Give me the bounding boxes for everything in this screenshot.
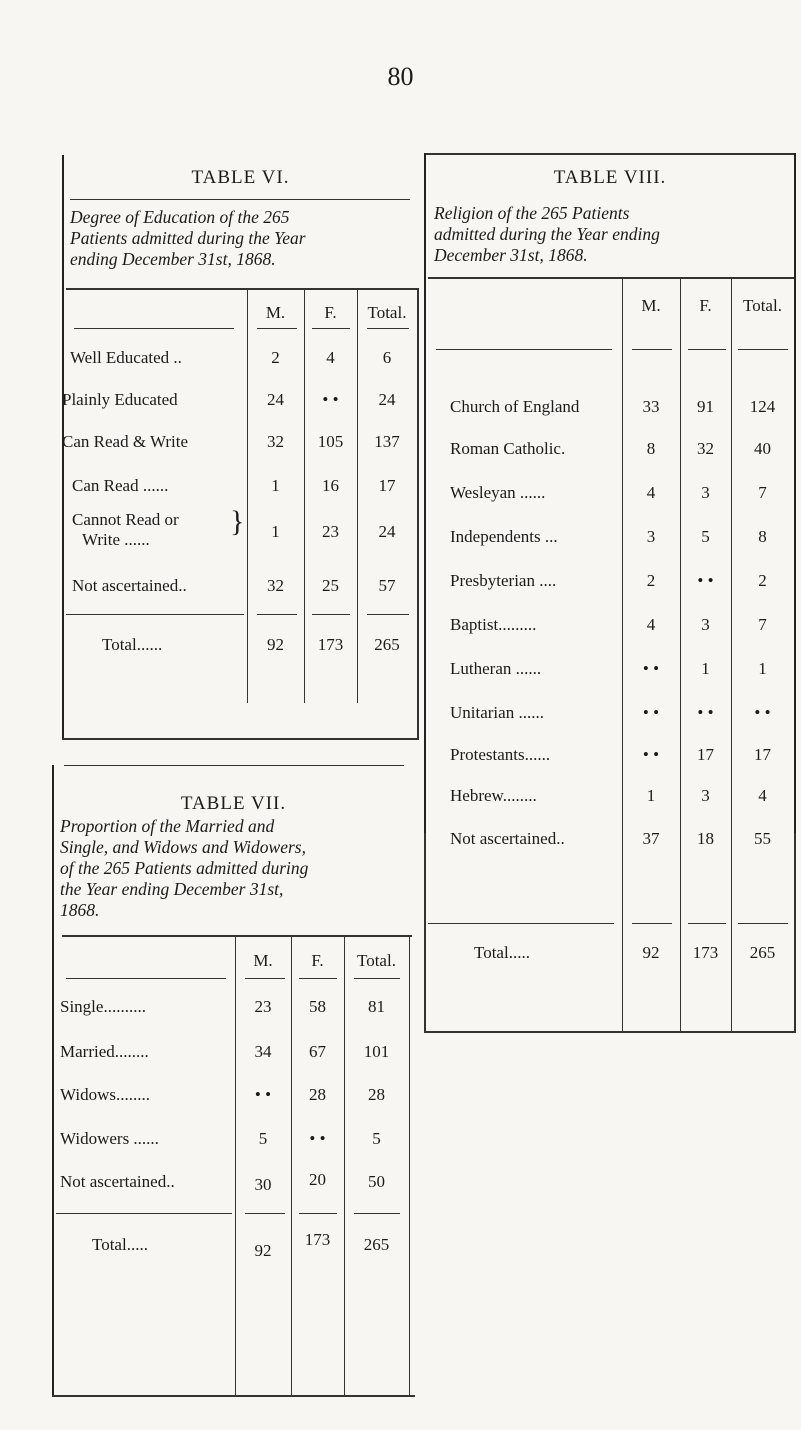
table-vii-title: TABLE VII. xyxy=(180,793,287,814)
table-viii: TABLE VIII. Religion of the 265 Patients admitted during the Year ending December 31st, 1868. M. F. Total. Church of England 33 91 124 Roman Catholic. 8 32 40 Wesleyan ...... 4 3 7 Independents ... 3 5 8 Presbyterian .... 2 • • 2 Baptist......... 4 3 7 Lutheran ...... • • 1 1 Unitarian ...... • • • • • • Protestants...... • • 17 17 Hebrew........ 1 3 4 Not ascertained.. 37 18 55 xyxy=(424,153,796,833)
table-vii: TABLE VII. Proportion of the Married and Single, and Widows and Widowers, of the 265 Patients admitted during the Year ending December 31st, 1868. M. F. Total. Single.......... 23 58 81 Married........ 34 67 101 Widows........ • • 28 28 Widowers ...... 5 • • 5 Not ascertained.. 30 20 50 Total..... 92 173 265 xyxy=(52,765,415,1397)
table-vi-caption: Degree of Education of the 265 Patients admitted during the Year ending December 31st, 1868. xyxy=(70,207,306,269)
page-number: 80 xyxy=(387,62,414,91)
table-vi-title: TABLE VI. xyxy=(191,167,290,188)
header-total: Total. xyxy=(367,303,407,322)
table-vii-caption: Proportion of the Married and Single, and Widows and Widowers, of the 265 Patients admitted during the Year ending December 31st, 1868. xyxy=(60,816,309,920)
header-f: F. xyxy=(324,303,337,322)
table-vi: TABLE VI. Degree of Education of the 265 Patients admitted during the Year ending December 31st, 1868. M. F. Total. Well Educated .. 2 4 6 Plainly Educated 24 • • 24 Can Read & Write 32 105 137 Can Read ...... 1 16 17 Cannot Read or Write ...... } 1 23 24 Not ascertained.. 32 25 57 Total...... 92 173 265 xyxy=(62,155,419,740)
table-viii-caption: Religion of the 265 Patients admitted during the Year ending December 31st, 1868. xyxy=(434,203,660,265)
table-viii-title: TABLE VIII. xyxy=(553,167,667,188)
table-viii-frame-extension: Total..... 92 173 265 xyxy=(424,153,796,1033)
header-m: M. xyxy=(265,303,286,322)
